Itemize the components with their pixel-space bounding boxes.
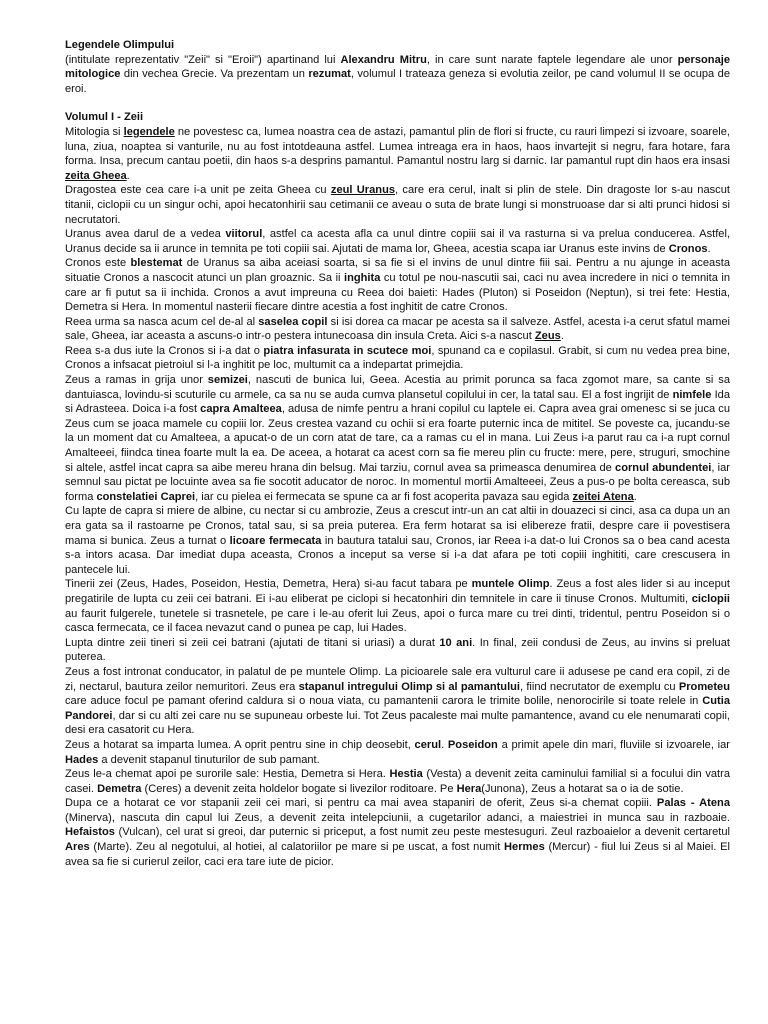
text-run: in bautura tatalui sau, Cronos, iar Reea i-a dat-o lui Cronos sa o bea cand acesta s-a intors acasa. Dar imediat dupa aceasta, Cronos a inceput sa verse si i-a dat afara pe toti copiii inghititi, care crescusera in pantecele lui.	[65, 534, 730, 576]
text-run: .	[126, 169, 130, 182]
text-run: Lupta dintre zeii tineri si zeii cei batrani (ajutati de titani si uriasi) a durat	[65, 636, 440, 649]
text-run: Zeus a ramas in grija unor	[65, 374, 208, 387]
text-run: a devenit stapanul tinuturilor de sub pamant.	[98, 753, 320, 766]
text-run: Cu lapte de capra si miere de albine, cu nectar si cu ambrozie, Zeus a crescut intr-un an cat altii in douazeci si cinci, asa ca dupa un an era gata sa il rastoarne pe Cronos, tatal sau, si sa preia puterea. Era ferm hotarat sa isi elibereze fratii, despre care ii povestisera mama si bunica. Zeus a turnat o	[65, 505, 730, 547]
keyword[interactable]: saselea copil	[258, 315, 328, 328]
text-run: Tinerii zei (Zeus, Hades, Poseidon, Hestia, Demetra, Hera) si-au facut tabara pe	[65, 578, 472, 591]
text-run: de Uranus sa aiba aceiasi soarta, si sa fie si el invins de unul dintre fiii sai. Pentru a nu ajunge in aceasta situatie Cronos a nascocit atunci un plan groaznic. Sa ii	[65, 257, 730, 284]
text-run: Zeus a fost intronat conducator, in palatul de pe muntele Olimp. La picioarele sale era vulturul care ii adusese pe cand era copil, zi de zi, nectarul, bautura zeilor nemuritori. Zeus era	[65, 665, 730, 693]
keyword[interactable]: Hermes	[504, 841, 545, 854]
keyword[interactable]: Cronos	[668, 242, 708, 255]
text-run: , fiind necrutator de exemplu cu	[520, 680, 679, 693]
author-link[interactable]: Alexandru Mitru	[340, 53, 427, 66]
text-run: (Marte). Zeu al negotului, al hotiei, al calatoriilor pe mare si pe uscat, a fost numit	[89, 841, 505, 854]
keyword[interactable]: Palas - Atena	[656, 797, 730, 810]
text-run: Uranus avea darul de a vedea	[65, 228, 226, 241]
keyword-link[interactable]: legendele	[123, 125, 175, 138]
text-run: care aduce focul pe pamant oferind caldura si o noua viata, cu pamantenii carora le trimite bolile, nenorocirile si toate relele in	[65, 695, 703, 708]
paragraph	[65, 796, 730, 869]
text-run: (Vesta) a devenit zeita caminului familial si a focului din vatra casei.	[65, 768, 730, 795]
text-run: , iar cu pielea ei fermecata se spune ca ar fi fost acoperita pavaza sau egida	[195, 490, 573, 503]
keyword[interactable]: cornul abundentei	[615, 461, 712, 474]
paragraph	[65, 183, 730, 227]
text-run: .	[441, 738, 448, 751]
text-run: Reea urma sa nasca acum cel de-al al	[65, 315, 259, 328]
keyword[interactable]: ciclopii	[691, 592, 730, 605]
text-run: cu totul pe nou-nascutii sai, caci nu avea incredere in nici o temnita in care ar fi putut sa ii inchida. Cronos a avut impreuna cu Reea doi baieti: Hades (Pluton) si Poseidon (Neptun), si trei fete: Hestia, Demetra si Hera. In momentul nasterii fiecare dintre acestia a fost inghitit de catre Cronos.	[65, 271, 730, 314]
keyword[interactable]: Cutia Pandorei	[65, 695, 730, 722]
text-run: .	[560, 330, 564, 343]
text-run: (Junona), Zeus a hotarat sa o ia de sotie.	[481, 782, 684, 795]
text-run: .	[633, 490, 637, 503]
text-run: . Zeus a fost ales lider si au inceput pregatirile de lupta cu zeii cei batrani. Ei i-au eliberat pe ciclopi si hecatonhiri din temnitele in care ii tinuse Cronos. Multumiti,	[65, 578, 730, 605]
text-run: Reea s-a dus iute la Cronos si i-a dat o	[65, 344, 264, 357]
text-run: , spunand ca e copilasul. Grabit, si cum nu vedea prea bine, Cronos a infsacat pietroiul si l-a inghitit pe loc, multumit ca a indepartat primejdia.	[65, 344, 730, 372]
text-run: , nascuti de bunica lui, Geea. Acestia au primit porunca sa faca zgomot mare, sa cante si sa dantuiasca, lovindu-si scuturile cu armele, ca sa nu se auda cumva plansetul copilului in cer, la tatal sau. El a fost ingrijit de	[65, 374, 730, 401]
text-run: (Mercur) - fiul lui Zeus si al Maiei. El avea sa fie si curierul zeilor, caci era tare iute de picior.	[65, 841, 730, 868]
text-run: , dar si cu alti zei care nu se supuneau orbeste lui. Tot Zeus pacaleste mai multe pamantence, avand cu ele nenumarati copii, desi era casatorit cu Hera.	[65, 709, 730, 737]
text-run: , volumul I trateaza geneza si evolutia zeilor, pe cand volumul II se ocupa de eroi.	[65, 68, 730, 95]
paragraph	[65, 767, 730, 796]
text-run: ne povestesc ca, lumea noastra cea de astazi, pamantul plin de flori si fructe, cu rauri limpezi si izvoare, soarele, luna, ziua, noaptea si vanturile, nu au fost intotdeauna astfel. Lumea intreaga era in haos, haos invartejit si negru, fara hotare, fara forma. Insa, precum cantau poetii, din haos s-a desprins pamantul. Pamantul nostru larg si darnic. Iar pamantul rupt din haos era insasi	[65, 125, 731, 168]
document-title: Legendele Olimpului	[65, 39, 175, 51]
keyword[interactable]: semizei	[207, 374, 248, 387]
text-run: , care era cerul, inalt si plin de stele. Din dragoste lor s-au nascut titanii, ciclopii cu un singur ochi, apoi hecatonhirii sau cetimanii ce aveau o suta de brate lungi si monstruoase dar si alti prunci hidosi si necrutatori.	[65, 184, 730, 226]
paragraph	[65, 227, 730, 256]
keyword[interactable]: Prometeu	[678, 680, 730, 693]
keyword[interactable]: Hades	[65, 753, 99, 766]
text-run: Dupa ce a hotarat ce vor stapanii zeii cei mari, si pentru ca mai avea stapaniri de oferit, Zeus si-a chemat copiii.	[65, 797, 657, 810]
keyword[interactable]: piatra infasurata in scutece moi	[263, 344, 432, 357]
keyword[interactable]: cerul	[414, 738, 442, 751]
paragraph	[65, 256, 730, 314]
keyword-link[interactable]: zeita Gheea	[65, 169, 127, 182]
keyword[interactable]: Ares	[65, 841, 90, 854]
paragraph	[65, 373, 730, 504]
spacer	[65, 96, 730, 110]
keyword[interactable]: rezumat	[308, 68, 351, 81]
text-run: , adusa de nimfe pentru a hrani copilul cu laptele ei. Capra avea grai omenesc si se juca cu Zeus cum se joaca mamele cu copiii lor. Zeus crestea vazand cu ochii si era foarte puternic inca de mititel. Se poveste ca, jucandu-se la un moment dat cu Amalteea, a apucat-o de un corn atat de tare, ca a ramas cu el in mana. Lui Zeus i-a parut rau ca i-a rupt cornul Amalteeei, fiindca tinea foarte mult la ea. De aceea, a hotarat ca acest corn sa fie mereu plin cu fructe: mere, pere, struguri, smochine si altele, astfel incat capra sa aibe mereu hrana din belsug. Mai tarziu, cornul avea sa primeasca denumirea de	[65, 403, 730, 474]
text-run: (Minerva), nascuta din capul lui Zeus, a devenit zeita intelepciunii, a cugetarilor adanci, a maiestriei in munca sau in razboaie.	[65, 811, 730, 824]
text-run: (intitulate reprezentativ "Zeii" si "Eroii") apartinand lui	[65, 53, 341, 66]
keyword[interactable]: viitorul	[225, 228, 263, 241]
keyword[interactable]: capra Amalteea	[200, 403, 282, 416]
text-run: Mitologia si	[65, 125, 124, 138]
paragraph	[65, 636, 730, 665]
text-run: Cronos este	[65, 257, 131, 270]
keyword[interactable]: muntele Olimp	[471, 578, 550, 591]
text-run: .	[707, 242, 711, 255]
keyword[interactable]: Poseidon	[447, 738, 498, 751]
keyword[interactable]: stapanul intregului Olimp si al pamantului	[298, 680, 521, 693]
text-run: , in care sunt narate faptele legendare ale unor	[426, 53, 678, 66]
text-run: , iar semnul sau pictat pe locuinte avea sa fie socotit aducator de noroc. In momentul mortii Amalteeei, Zeus a pus-o pe bolta cereasca, sub forma	[65, 461, 730, 503]
keyword[interactable]: Hestia	[389, 768, 423, 781]
paragraph	[65, 344, 730, 373]
text-run: (Vulcan), cel urat si greoi, dar puternic si priceput, a fost numit zeu peste mestesuguri. Zeul razboaielor a devenit certaretul	[114, 826, 730, 839]
keyword[interactable]: Hera	[456, 782, 482, 795]
section-title: Volumul I - Zeii	[65, 111, 144, 124]
text-run: si isi dorea ca macar pe acesta sa il salveze. Astfel, acesta i-a cerut sfatul mamei sale, Gheea, iar aceasta a ascuns-o intr-o pestera intunecoasa din insula Creta. Aici s-a nascut	[65, 315, 730, 343]
keyword[interactable]: 10 ani	[439, 636, 473, 649]
text-run: Dragostea este cea care i-a unit pe zeita Gheea cu	[65, 184, 331, 197]
keyword[interactable]: constelatiei Caprei	[96, 490, 196, 503]
paragraph	[65, 315, 730, 344]
keyword-link[interactable]: zeitei Atena	[572, 490, 634, 503]
text-run: a primit apele din mari, fluviile si izvoarele, iar	[497, 738, 730, 751]
keyword[interactable]: Demetra	[97, 782, 142, 795]
keyword[interactable]: nimfele	[672, 388, 712, 401]
keyword[interactable]: personaje mitologice	[65, 53, 730, 81]
text-run: . In final, zeii condusi de Zeus, au invins si preluat puterea.	[65, 636, 730, 664]
paragraph	[65, 738, 730, 767]
text-run: Zeus le-a chemat apoi pe surorile sale: Hestia, Demetra si Hera.	[65, 768, 390, 781]
keyword-link[interactable]: Zeus	[534, 330, 561, 343]
text-run: din vechea Grecie. Va prezentam un	[120, 68, 309, 81]
keyword[interactable]: blestemat	[130, 257, 183, 270]
keyword[interactable]: inghita	[344, 271, 381, 284]
text-run: Ida si Adrasteea. Doica i-a fost	[65, 388, 730, 416]
paragraph	[65, 125, 730, 183]
intro-paragraph	[65, 53, 730, 97]
text-run: au faurit fulgerele, tunetele si trasnetele, pe care i le-au oferit lui Zeus, apoi o furca mare cu trei dinti, tridentul, pentru Poseidon si o casca fermecata, ce il facea nevazut cand o punea pe cap, lui Hades.	[65, 607, 730, 635]
text-run: Zeus a hotarat sa imparta lumea. A oprit pentru sine in chip deosebit,	[65, 738, 415, 751]
paragraph	[65, 577, 730, 635]
keyword-link[interactable]: zeul Uranus	[330, 184, 396, 197]
paragraph	[65, 665, 730, 738]
text-run: (Ceres) a devenit zeita holdelor bogate si livezilor roditoare. Pe	[141, 782, 457, 795]
keyword[interactable]: licoare fermecata	[229, 534, 322, 547]
paragraph	[65, 504, 730, 577]
keyword[interactable]: Hefaistos	[65, 826, 115, 839]
text-run: , astfel ca acesta afla ca unul dintre copiii sai il va rasturna si va prelua conducerea. Astfel, Uranus decide sa ii arunce in temnita pe toti copiii sai. Ajutati de mama lor, Gheea, acestia scapa iar Uranus este invins de	[65, 228, 731, 255]
